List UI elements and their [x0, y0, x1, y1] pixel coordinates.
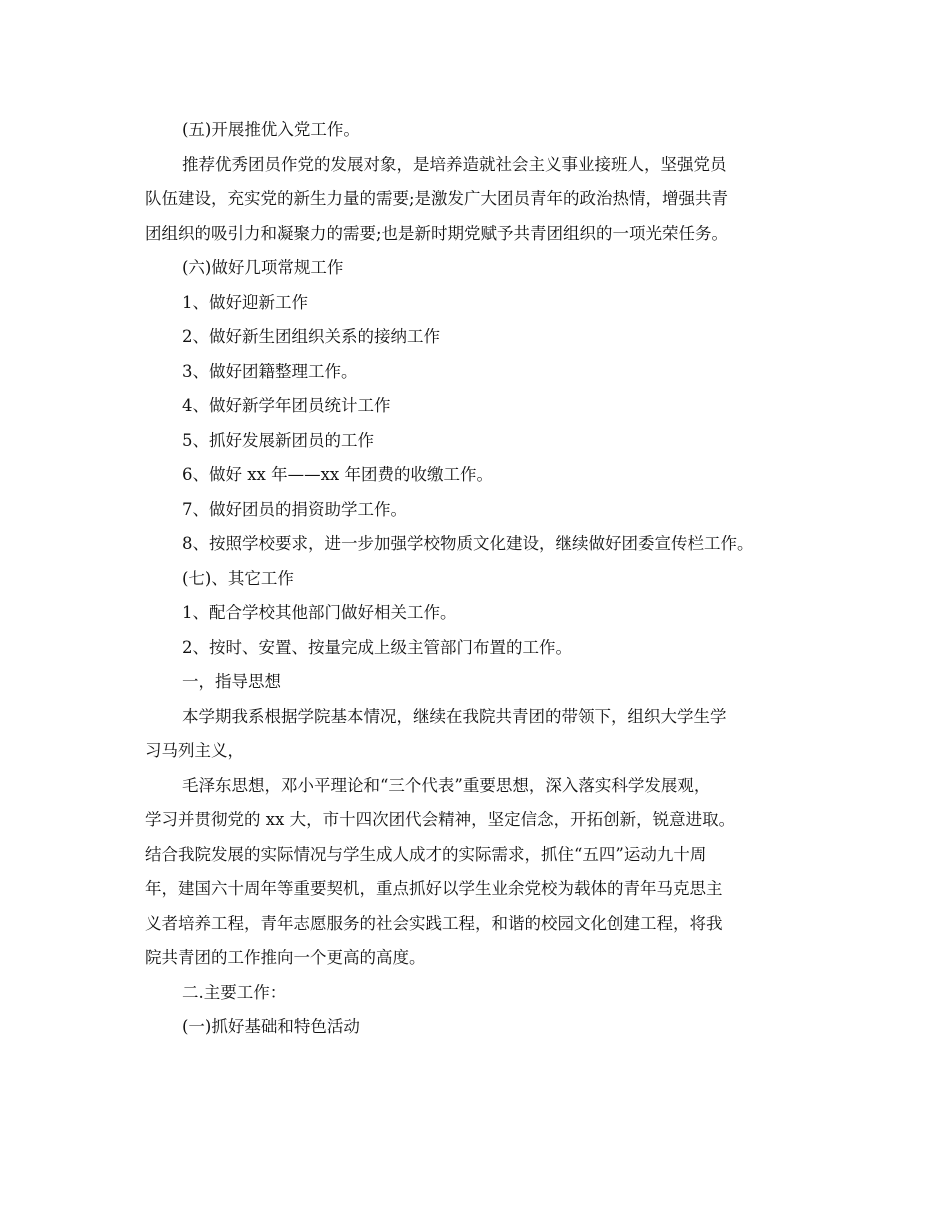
list-item: 8、按照学校要求，进一步加强学校物质文化建设，继续做好团委宣传栏工作。 — [182, 534, 754, 553]
paragraph-line: 义者培养工程，青年志愿服务的社会实践工程，和谐的校园文化创建工程，将我 — [145, 914, 723, 933]
list-item: 3、做好团籍整理工作。 — [182, 362, 358, 381]
section-heading: (七)、其它工作 — [182, 569, 294, 588]
list-item: 1、配合学校其他部门做好相关工作。 — [182, 603, 457, 622]
paragraph-line: 团组织的吸引力和凝聚力的需要;也是新时期党赋予共青团组织的一项光荣任务。 — [145, 224, 729, 243]
paragraph-line: 队伍建设，充实党的新生力量的需要;是激发广大团员青年的政治热情，增强共青 — [145, 189, 729, 208]
list-item: 7、做好团员的捐资助学工作。 — [182, 500, 407, 519]
paragraph-line: 推荐优秀团员作党的发展对象，是培养造就社会主义事业接班人，坚强党员 — [182, 155, 727, 174]
section-heading: (五)开展推优入党工作。 — [182, 120, 360, 139]
section-heading: 一，指导思想 — [182, 672, 281, 691]
paragraph-line: 习马列主义， — [145, 741, 244, 760]
list-item: 5、抓好发展新团员的工作 — [182, 431, 374, 450]
paragraph-line: 本学期我系根据学院基本情况，继续在我院共青团的带领下，组织大学生学 — [182, 707, 727, 726]
section-heading: (一)抓好基础和特色活动 — [182, 1017, 360, 1036]
paragraph-line: 毛泽东思想，邓小平理论和“三个代表”重要思想，深入落实科学发展观， — [182, 776, 711, 795]
list-item: 1、做好迎新工作 — [182, 293, 308, 312]
section-heading: (六)做好几项常规工作 — [182, 258, 344, 277]
section-heading: 二.主要工作： — [182, 983, 287, 1002]
list-item: 2、做好新生团组织关系的接纳工作 — [182, 327, 440, 346]
paragraph-line: 学习并贯彻党的 xx 大，市十四次团代会精神，坚定信念，开拓创新，锐意进取。 — [145, 810, 736, 829]
paragraph-line: 年，建国六十周年等重要契机，重点抓好以学生业余党校为载体的青年马克思主 — [145, 879, 723, 898]
list-item: 4、做好新学年团员统计工作 — [182, 396, 391, 415]
paragraph-line: 院共青团的工作推向一个更高的高度。 — [145, 948, 426, 967]
list-item: 6、做好 xx 年——xx 年团费的收缴工作。 — [182, 465, 493, 484]
list-item: 2、按时、安置、按量完成上级主管部门布置的工作。 — [182, 638, 572, 657]
paragraph-line: 结合我院发展的实际情况与学生成人成才的实际需求，抓住“五四”运动九十周 — [145, 845, 707, 864]
